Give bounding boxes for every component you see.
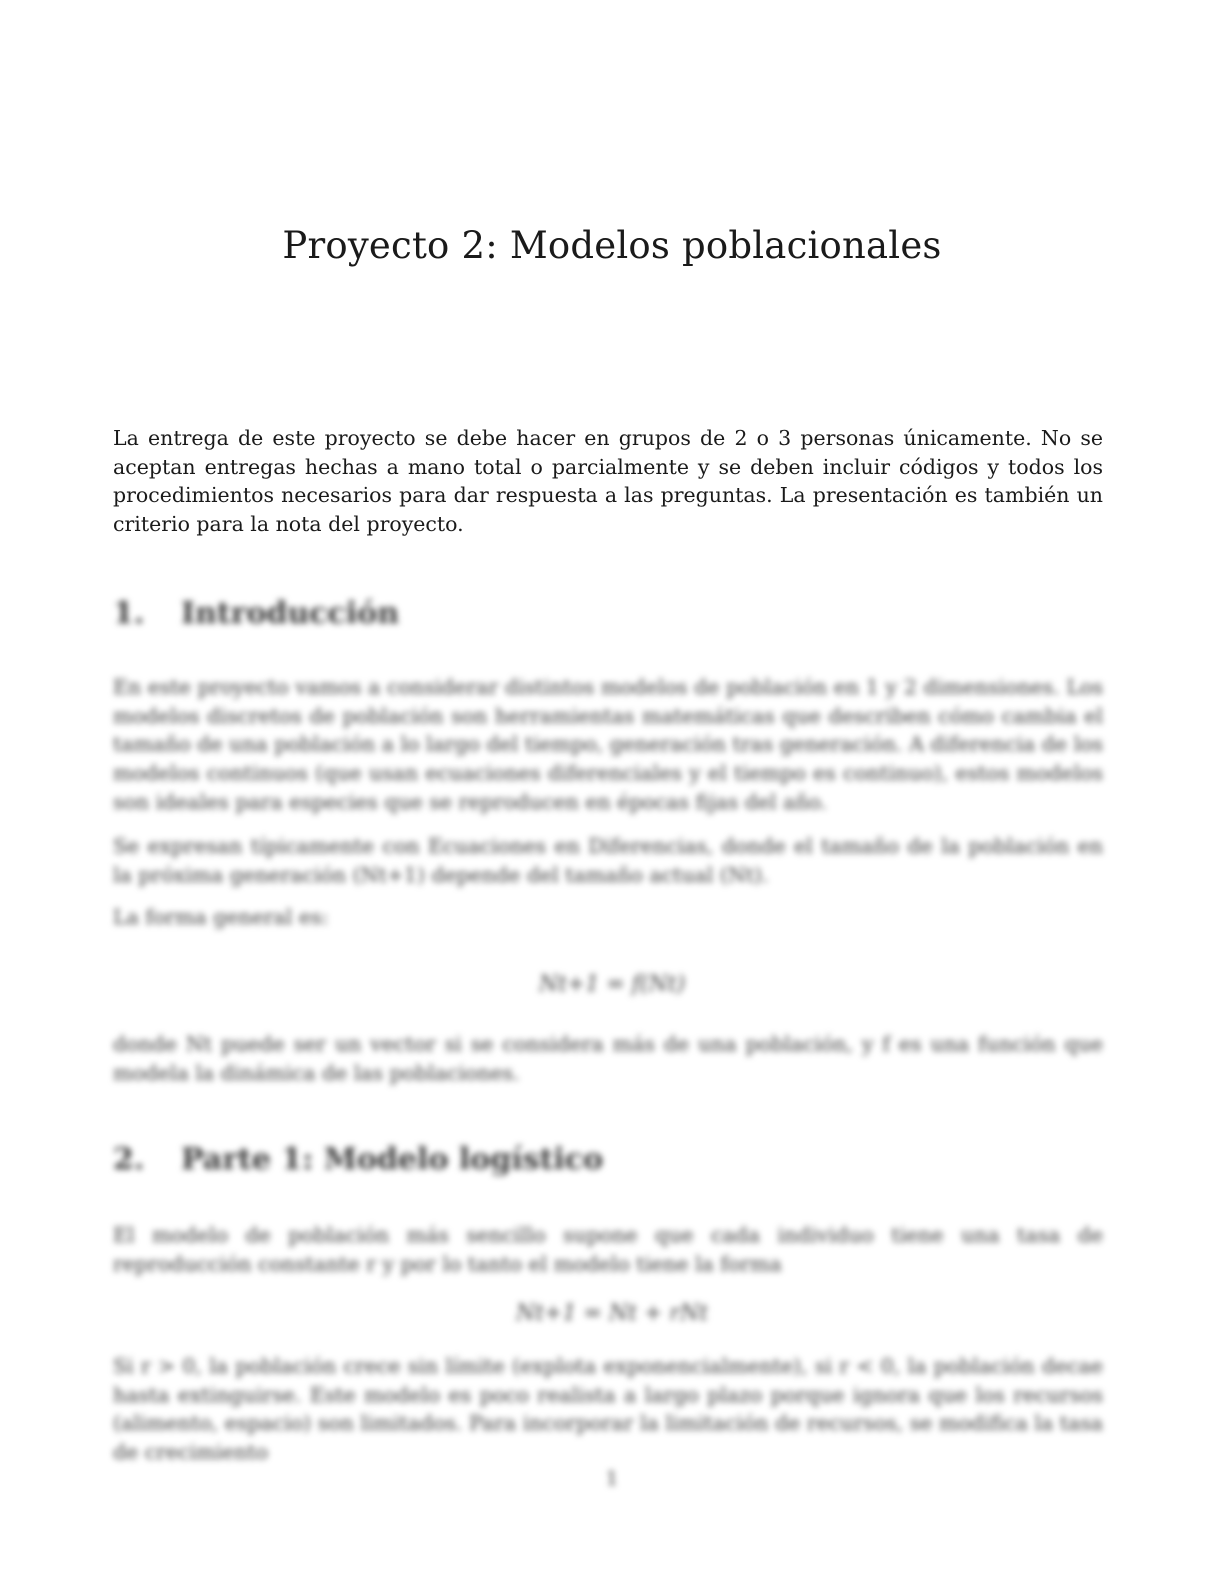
section-2-number: 2. — [113, 1142, 145, 1177]
section-1-paragraph-1: En este proyecto vamos a considerar distintos modelos de población en 1 y 2 dimensiones. Los modelos discretos de población son herramientas matemáticas que describen cómo cambia el tamaño de una población a lo largo del tiempo, generación tras generación. A diferencia de los modelos continuos (que usan ecuaciones diferenciales y el tiempo es continuo), estos modelos son ideales para especies que se reproducen en épocas fijas del año. — [113, 675, 1103, 814]
section-1-title: Introducción — [181, 596, 400, 631]
section-2-equation: Nt+1 = Nt + rNt — [515, 1301, 709, 1326]
section-1-equation: Nt+1 = f(Nt) — [538, 972, 686, 997]
section-1-paragraph-3: La forma general es: — [113, 905, 329, 929]
section-1-number: 1. — [113, 596, 145, 631]
section-1-paragraph-4: donde Nt puede ser un vector si se considera más de una población, y f es una función que modela la dinámica de las poblaciones. — [113, 1032, 1103, 1085]
section-1-heading — [113, 596, 399, 631]
section-1-paragraph-2: Se expresan típicamente con Ecuaciones en Diferencias, donde el tamaño de la población en la próxima generación (Nt+1) depende del tamaño actual (Nt). — [113, 834, 1103, 887]
section-2-title: Parte 1: Modelo logístico — [181, 1142, 604, 1177]
intro-paragraph: La entrega de este proyecto se debe hacer en grupos de 2 o 3 personas únicamente. No se aceptan entregas hechas a mano total o parcialmente y se deben incluir códigos y todos los procedimientos necesarios para dar respuesta a las preguntas. La presentación es también un criterio para la nota del proyecto. — [113, 426, 1103, 537]
section-2-paragraph-1: El modelo de población más sencillo supone que cada individuo tiene una tasa de reproducción constante r y por lo tanto el modelo tiene la forma — [113, 1223, 1103, 1276]
document-title: Proyecto 2: Modelos poblacionales — [282, 224, 942, 267]
page-number: 1 — [605, 1466, 619, 1490]
section-2-paragraph-2: Si r > 0, la población crece sin límite (explota exponencialmente), si r < 0, la población decae hasta extinguirse. Este modelo es poco realista a largo plazo porque ignora que los recursos (alimento, espacio) son limitados. Para incorporar la limitación de recursos, se modifica la tasa de crecimiento — [113, 1354, 1103, 1465]
section-2-heading — [113, 1142, 603, 1177]
